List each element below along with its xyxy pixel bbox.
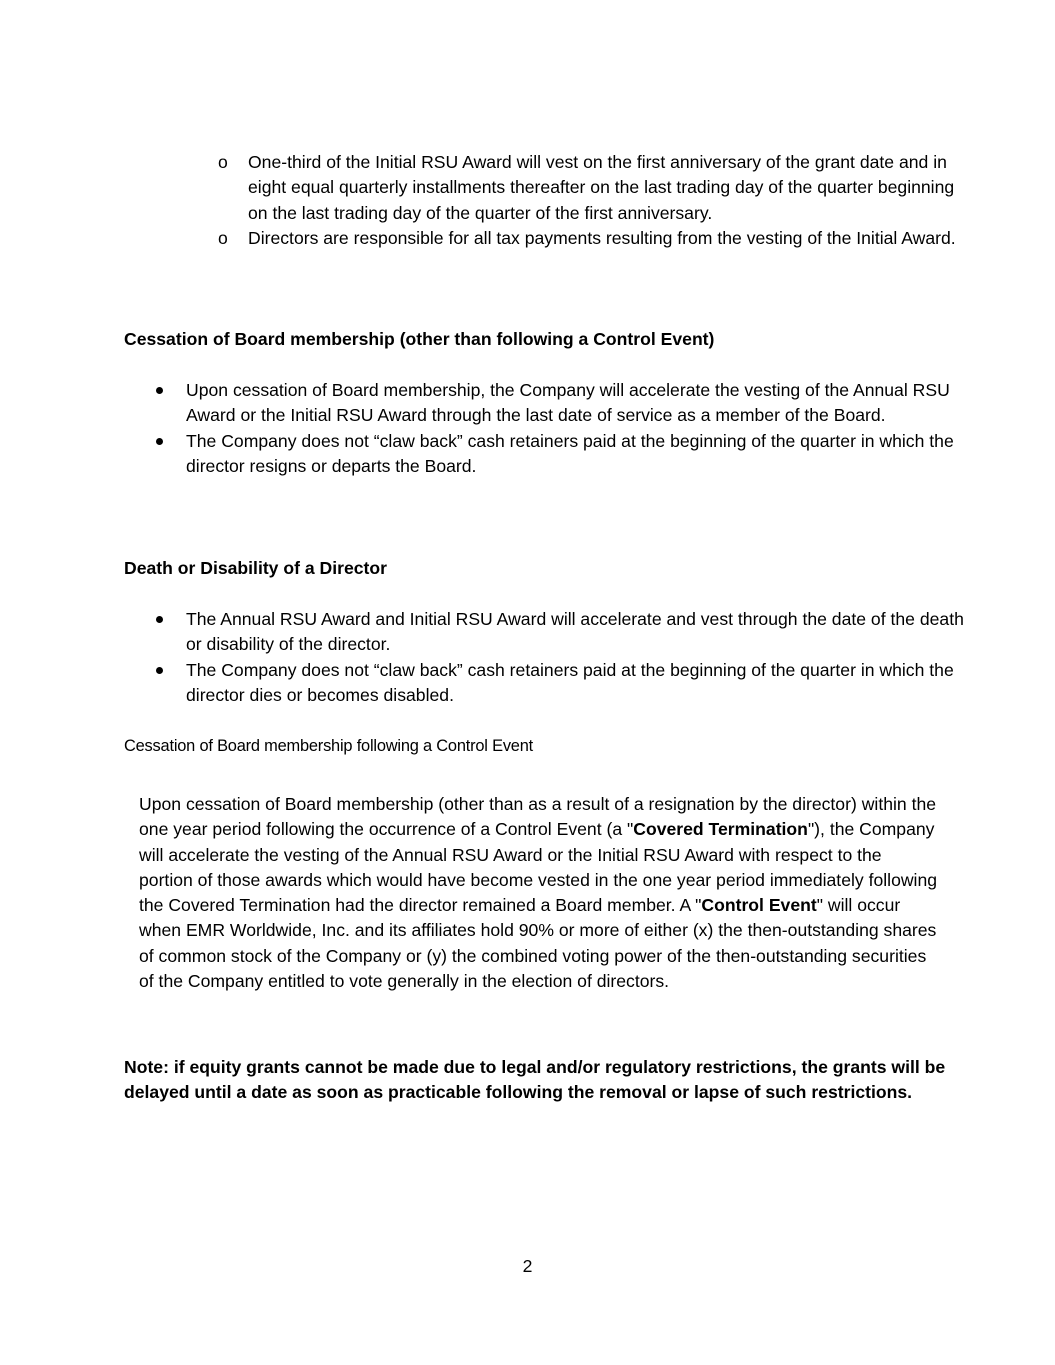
control-event-heading: Cessation of Board membership following a Control Event: [124, 737, 533, 755]
circle-bullet-icon: o: [218, 227, 228, 248]
bullet-icon: [156, 616, 163, 623]
initial-award-sublist: [218, 150, 968, 251]
circle-bullet-icon: o: [218, 152, 228, 172]
sublist-item-text: Directors are responsible for all tax payments resulting from the vesting of the Initial Award.: [248, 227, 956, 248]
bullet-item: [155, 378, 970, 429]
sublist-item-text: One-third of the Initial RSU Award will vest on the first anniversary of the grant date and in eight equal quarterly installments thereafter on the last trading day of the quarter beginning on the last trading day of the quarter of the first anniversary.: [248, 152, 955, 223]
bullet-item: [155, 658, 970, 709]
paragraph-text: "), the Company will accelerate the vesting of the Annual RSU Award or the Initial RSU Award with respect to the portion of those awards which would have become vested in the one year period immediately following the Covered Termination had the director remained a Board member. A ": [139, 819, 938, 916]
sublist-item: [218, 150, 968, 226]
death-disability-heading: Death or Disability of a Director: [124, 558, 387, 578]
bullet-item-text: The Annual RSU Award and Initial RSU Award will accelerate and vest through the date of the death or disability of the director.: [186, 609, 964, 655]
page-number: 2: [522, 1256, 533, 1276]
bullet-icon: [156, 387, 163, 394]
control-event-paragraph: [139, 792, 939, 994]
bullet-item: [155, 607, 970, 658]
cessation-heading: Cessation of Board membership (other than following a Control Event): [124, 329, 715, 349]
bullet-item-text: The Company does not “claw back” cash retainers paid at the beginning of the quarter in which the director dies or becomes disabled.: [186, 659, 954, 705]
bullet-icon: [156, 438, 163, 445]
sublist-item: [218, 226, 968, 251]
defined-term-covered-termination: Covered Termination: [633, 819, 808, 840]
bullet-item-text: Upon cessation of Board membership, the Company will accelerate the vesting of the Annual RSU Award or the Initial RSU Award through the last date of service as a member of the Board.: [186, 380, 950, 426]
bullet-item: [155, 429, 970, 480]
paragraph-text: " will occur when EMR Worldwide, Inc. and its affiliates hold 90% or more of either (x) the then-outstanding shares of common stock of the Company or (y) the combined voting power of the then-outstanding securities of the Company entitled to vote generally in the election of directors.: [139, 895, 937, 992]
note-paragraph: Note: if equity grants cannot be made due to legal and/or regulatory restrictions, the grants will be delayed until a date as soon as practicable following the removal or lapse of such restrictions.: [124, 1057, 946, 1103]
paragraph-text: Upon cessation of Board membership (other than as a result of a resignation by the director) within the one year period following the occurrence of a Control Event (a ": [139, 794, 937, 840]
defined-term-control-event: Control Event: [701, 895, 817, 916]
bullet-item-text: The Company does not “claw back” cash retainers paid at the beginning of the quarter in which the director resigns or departs the Board.: [186, 430, 954, 476]
death-bullet-list: [155, 607, 970, 708]
bullet-icon: [156, 667, 163, 674]
cessation-bullet-list: [155, 378, 970, 479]
